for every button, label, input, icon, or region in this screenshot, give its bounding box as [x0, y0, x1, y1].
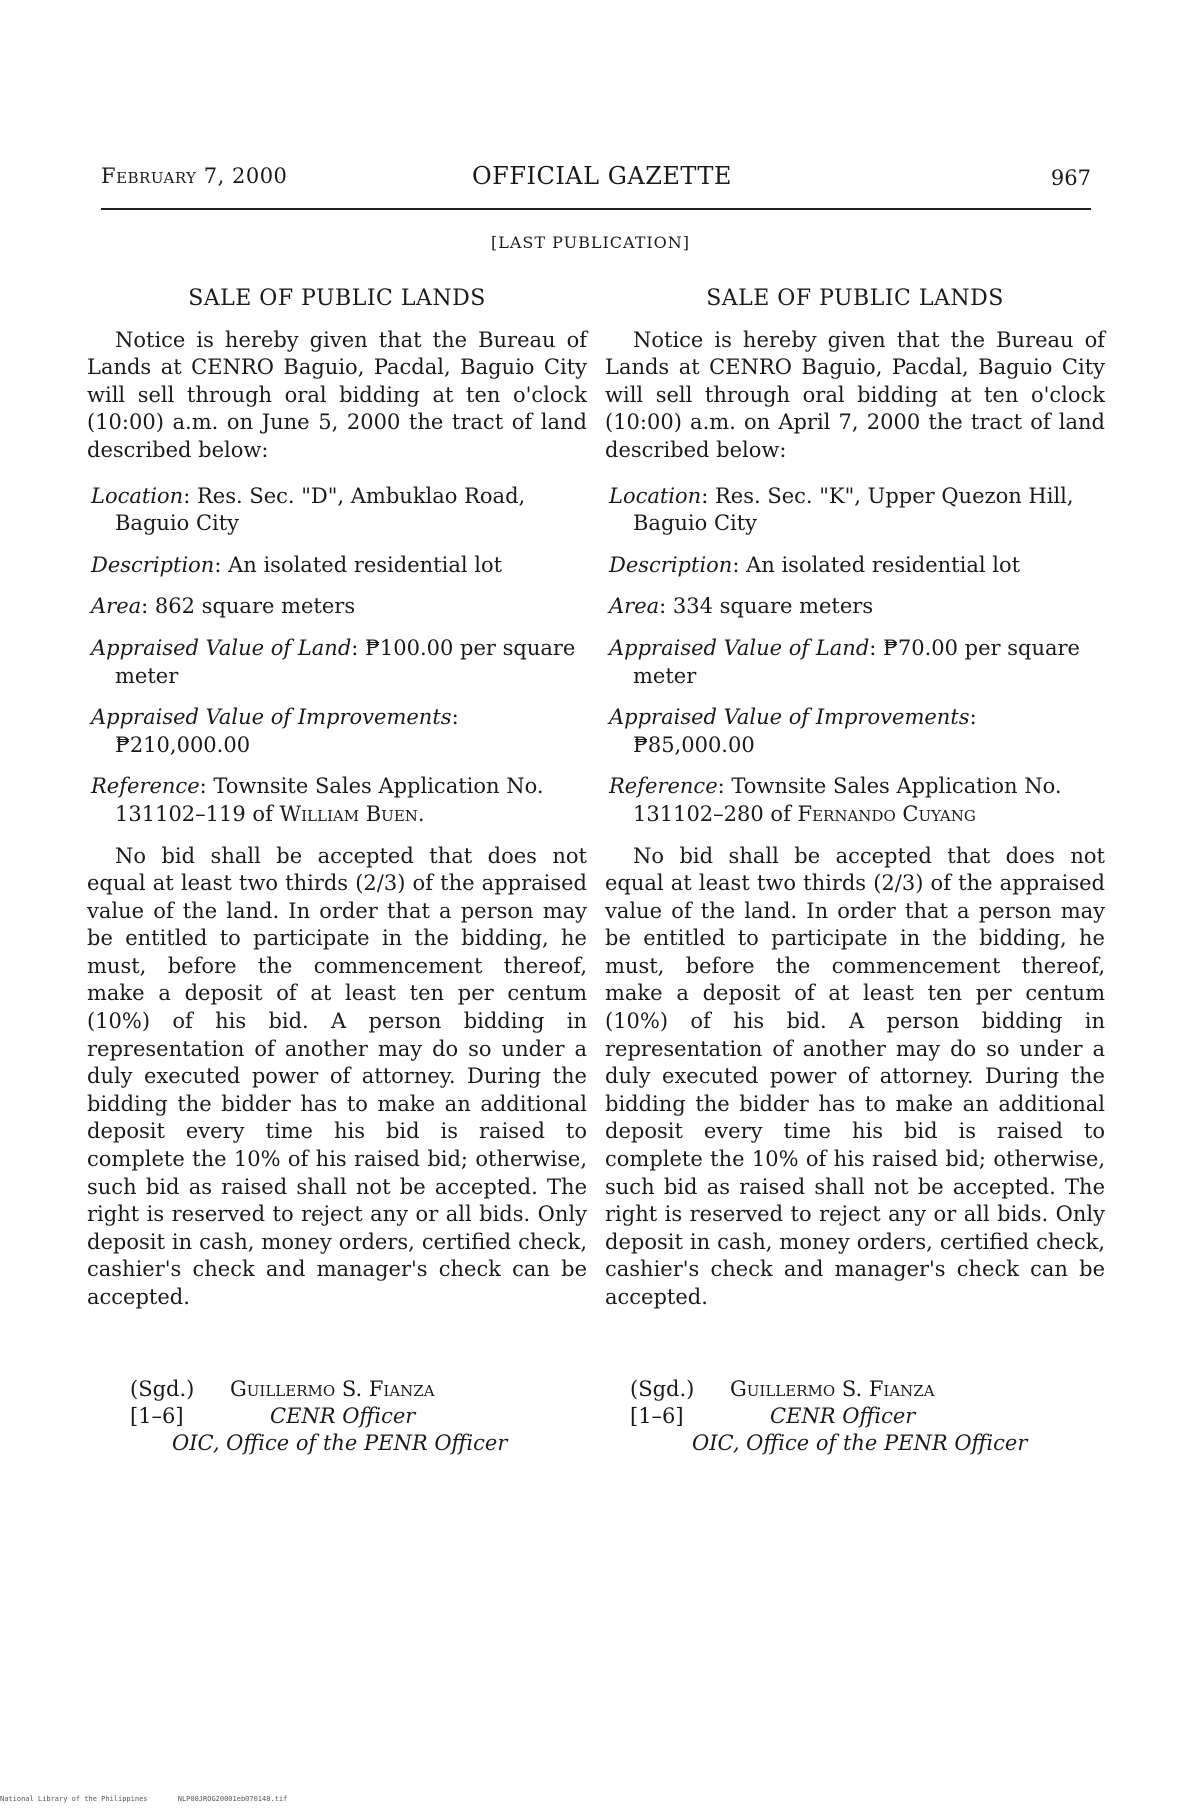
signatory-name: Guillermo S. Fianza — [230, 1377, 435, 1401]
land-value-item: Appraised Value of Land: ₱70.00 per square meter — [609, 635, 1080, 688]
notice-code: [1–6] — [630, 1404, 684, 1428]
signatory-office: OIC, Office of the PENR Officer — [172, 1431, 508, 1455]
description-value: An isolated residential lot — [746, 552, 1021, 577]
improvements-value: ₱210,000.00 — [115, 732, 251, 757]
land-value-label: Appraised Value of Land — [609, 635, 870, 660]
reference-label: Reference — [91, 774, 200, 799]
area-label: Area — [609, 594, 660, 619]
signatory-office: OIC, Office of the PENR Officer — [692, 1431, 1028, 1455]
notice-column-right — [605, 285, 1105, 1330]
notice-title: SALE OF PUBLIC LANDS — [706, 286, 1004, 311]
description-label: Description — [91, 552, 215, 577]
library-credit: National Library of the Philippines — [0, 1795, 148, 1803]
notice-intro: Notice is hereby given that the Bureau of Lands at CENRO Baguio, Pacdal, Baguio City will sell through oral bidding at ten o'clock (10:00) a.m. on June 5, 2000 the tract of land described below: — [87, 327, 587, 462]
signatory-role: CENR Officer — [770, 1404, 916, 1428]
publication-title: OFFICIAL GAZETTE — [472, 162, 732, 190]
bid-conditions: No bid shall be accepted that does not equal at least two thirds (2/3) of the appraised value of the land. In order that a person may be entitled to participate in the bidding, he must, before the commencement thereof, make a deposit of at least ten per centum (10%) of his bid. A person bidding in representation of another may do so under a duly executed power of attorney. During the bidding the bidder has to make an additional deposit every time his bid is raised to complete the 10% of his raised bid; otherwise, such bid as raised shall not be accepted. The right is reserved to reject any or all bids. Only deposit in cash, money orders, certified check, cashier's check and manager's check can be accepted. — [605, 843, 1105, 1309]
publication-note: [LAST PUBLICATION] — [490, 233, 691, 252]
description-label: Description — [609, 552, 733, 577]
bid-conditions: No bid shall be accepted that does not equal at least two thirds (2/3) of the appraised value of the land. In order that a person may be entitled to participate in the bidding, he must, before the commencement thereof, make a deposit of at least ten per centum (10%) of his bid. A person bidding in representation of another may do so under a duly executed power of attorney. During the bidding the bidder has to make an additional deposit every time his bid is raised to complete the 10% of his raised bid; otherwise, such bid as raised shall not be accepted. The right is reserved to reject any or all bids. Only deposit in cash, money orders, certified check, cashier's check and manager's check can be accepted. — [87, 843, 587, 1309]
page-number: 967 — [1050, 166, 1091, 190]
area-label: Area — [91, 594, 142, 619]
location-item: Location: Res. Sec. "D", Ambuklao Road, Baguio City — [91, 483, 526, 536]
notice-title: SALE OF PUBLIC LANDS — [188, 286, 486, 311]
land-value-item: Appraised Value of Land: ₱100.00 per square meter — [91, 635, 576, 688]
notice-column-left — [87, 285, 587, 1330]
improvements-label: Appraised Value of Improvements — [609, 705, 970, 730]
signatory-role: CENR Officer — [270, 1404, 416, 1428]
improvements-value: ₱85,000.00 — [633, 732, 755, 757]
signature-block-right — [630, 1376, 1130, 1457]
page-header — [101, 158, 1091, 198]
reference-item: Reference: Townsite Sales Application No. 131102–280 of Fernando Cuyang — [609, 774, 1062, 826]
location-item: Location: Res. Sec. "K", Upper Quezon Hill, Baguio City — [609, 483, 1074, 536]
notice-code: [1–6] — [130, 1404, 184, 1428]
scan-filename: NLP00JROG20001eb070148.tif — [177, 1795, 288, 1803]
applicant-name: Fernando Cuyang — [797, 801, 976, 826]
scan-footer — [0, 1795, 313, 1803]
location-value: Res. Sec. "D", Ambuklao Road, Baguio City — [115, 483, 526, 536]
signed-mark: (Sgd.) — [630, 1377, 695, 1401]
notice-intro: Notice is hereby given that the Bureau of Lands at CENRO Baguio, Pacdal, Baguio City will sell through oral bidding at ten o'clock (10:00) a.m. on April 7, 2000 the tract of land described below: — [605, 327, 1105, 462]
area-item: Area: 334 square meters — [609, 594, 874, 619]
reference-text: Townsite Sales Application No. 131102–280 of — [633, 774, 1062, 826]
applicant-name: William Buen. — [279, 801, 425, 826]
signatory-name: Guillermo S. Fianza — [730, 1377, 935, 1401]
reference-item: Reference: Townsite Sales Application No. 131102–119 of William Buen. — [91, 774, 544, 826]
improvements-label: Appraised Value of Improvements — [91, 705, 452, 730]
reference-label: Reference — [609, 774, 718, 799]
improvements-item: Appraised Value of Improvements: ₱85,000.00 — [609, 705, 977, 757]
land-value: ₱70.00 per square meter — [633, 635, 1080, 688]
description-item: Description: An isolated residential lot — [609, 552, 1021, 577]
signature-block-left — [130, 1376, 630, 1457]
header-rule — [101, 208, 1091, 210]
location-label: Location — [91, 483, 184, 508]
reference-text: Townsite Sales Application No. 131102–119 of — [115, 774, 544, 826]
location-value: Res. Sec. "K", Upper Quezon Hill, Baguio City — [633, 483, 1074, 536]
description-item: Description: An isolated residential lot — [91, 552, 503, 577]
improvements-item: Appraised Value of Improvements: ₱210,000.00 — [91, 705, 459, 757]
area-value: 334 square meters — [672, 594, 874, 619]
issue-date: February 7, 2000 — [101, 164, 288, 188]
land-value-label: Appraised Value of Land — [91, 635, 352, 660]
area-item: Area: 862 square meters — [91, 594, 356, 619]
location-label: Location — [609, 483, 702, 508]
land-value: ₱100.00 per square meter — [115, 635, 576, 688]
signed-mark: (Sgd.) — [130, 1377, 195, 1401]
description-value: An isolated residential lot — [228, 552, 503, 577]
area-value: 862 square meters — [154, 594, 356, 619]
